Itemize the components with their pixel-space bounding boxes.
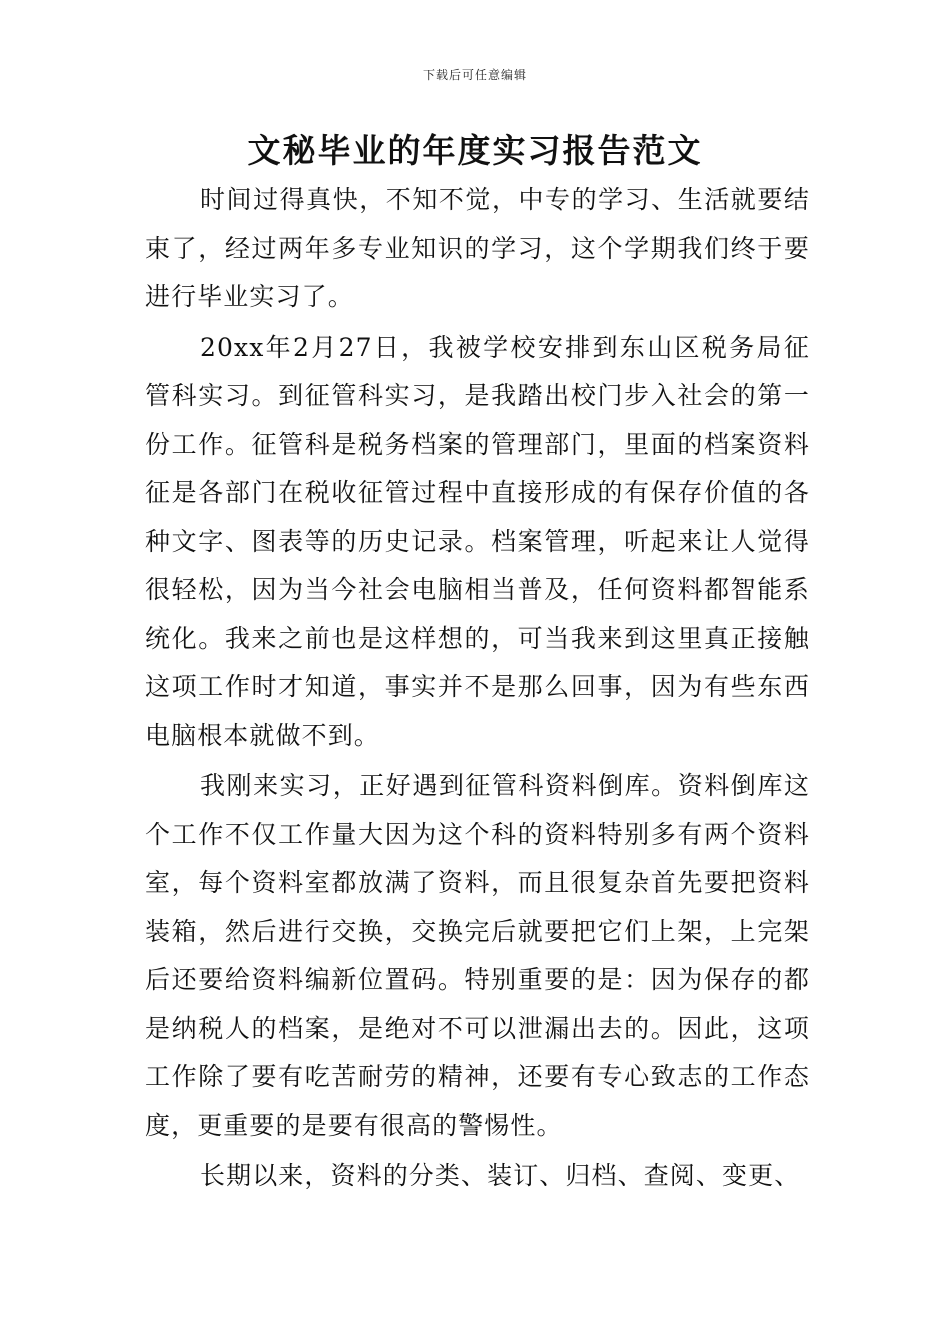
- paragraph-3: 我刚来实习，正好遇到征管科资料倒库。资料倒库这个工作不仅工作量大因为这个科的资料特别多有两个资料室，每个资料室都放满了资料，而且很复杂首先要把资料装箱，然后进行交换，交换完后就要把它们上架，上完架后还要给资料编新位置码。特别重要的是：因为保存的都是纳税人的档案，是绝对不可以泄漏出去的。因此，这项工作除了要有吃苦耐劳的精神，还要有专心致志的工作态度，更重要的是要有很高的警惕性。: [145, 771, 810, 1140]
- paragraph-4: 长期以来，资料的分类、装订、归档、查阅、变更、: [200, 1161, 801, 1190]
- paragraph-1: 时间过得真快，不知不觉，中专的学习、生活就要结束了，经过两年多专业知识的学习，这个学期我们终于要进行毕业实习了。: [145, 185, 810, 311]
- document-title: 文秘毕业的年度实习报告范文: [247, 131, 703, 170]
- paragraph-2: 20xx年2月27日，我被学校安排到东山区税务局征管科实习。到征管科实习，是我踏出校门步入社会的第一份工作。征管科是税务档案的管理部门，里面的档案资料征是各部门在税收征管过程中直接形成的有保存价值的各种文字、图表等的历史记录。档案管理，听起来让人觉得很轻松，因为当今社会电脑相当普及，任何资料都智能系统化。我来之前也是这样想的，可当我来到这里真正接触这项工作时才知道，事实并不是那么回事，因为有些东西电脑根本就做不到。: [145, 332, 810, 750]
- document-body: [145, 176, 810, 1203]
- header-note: 下载后可任意编辑: [422, 68, 527, 82]
